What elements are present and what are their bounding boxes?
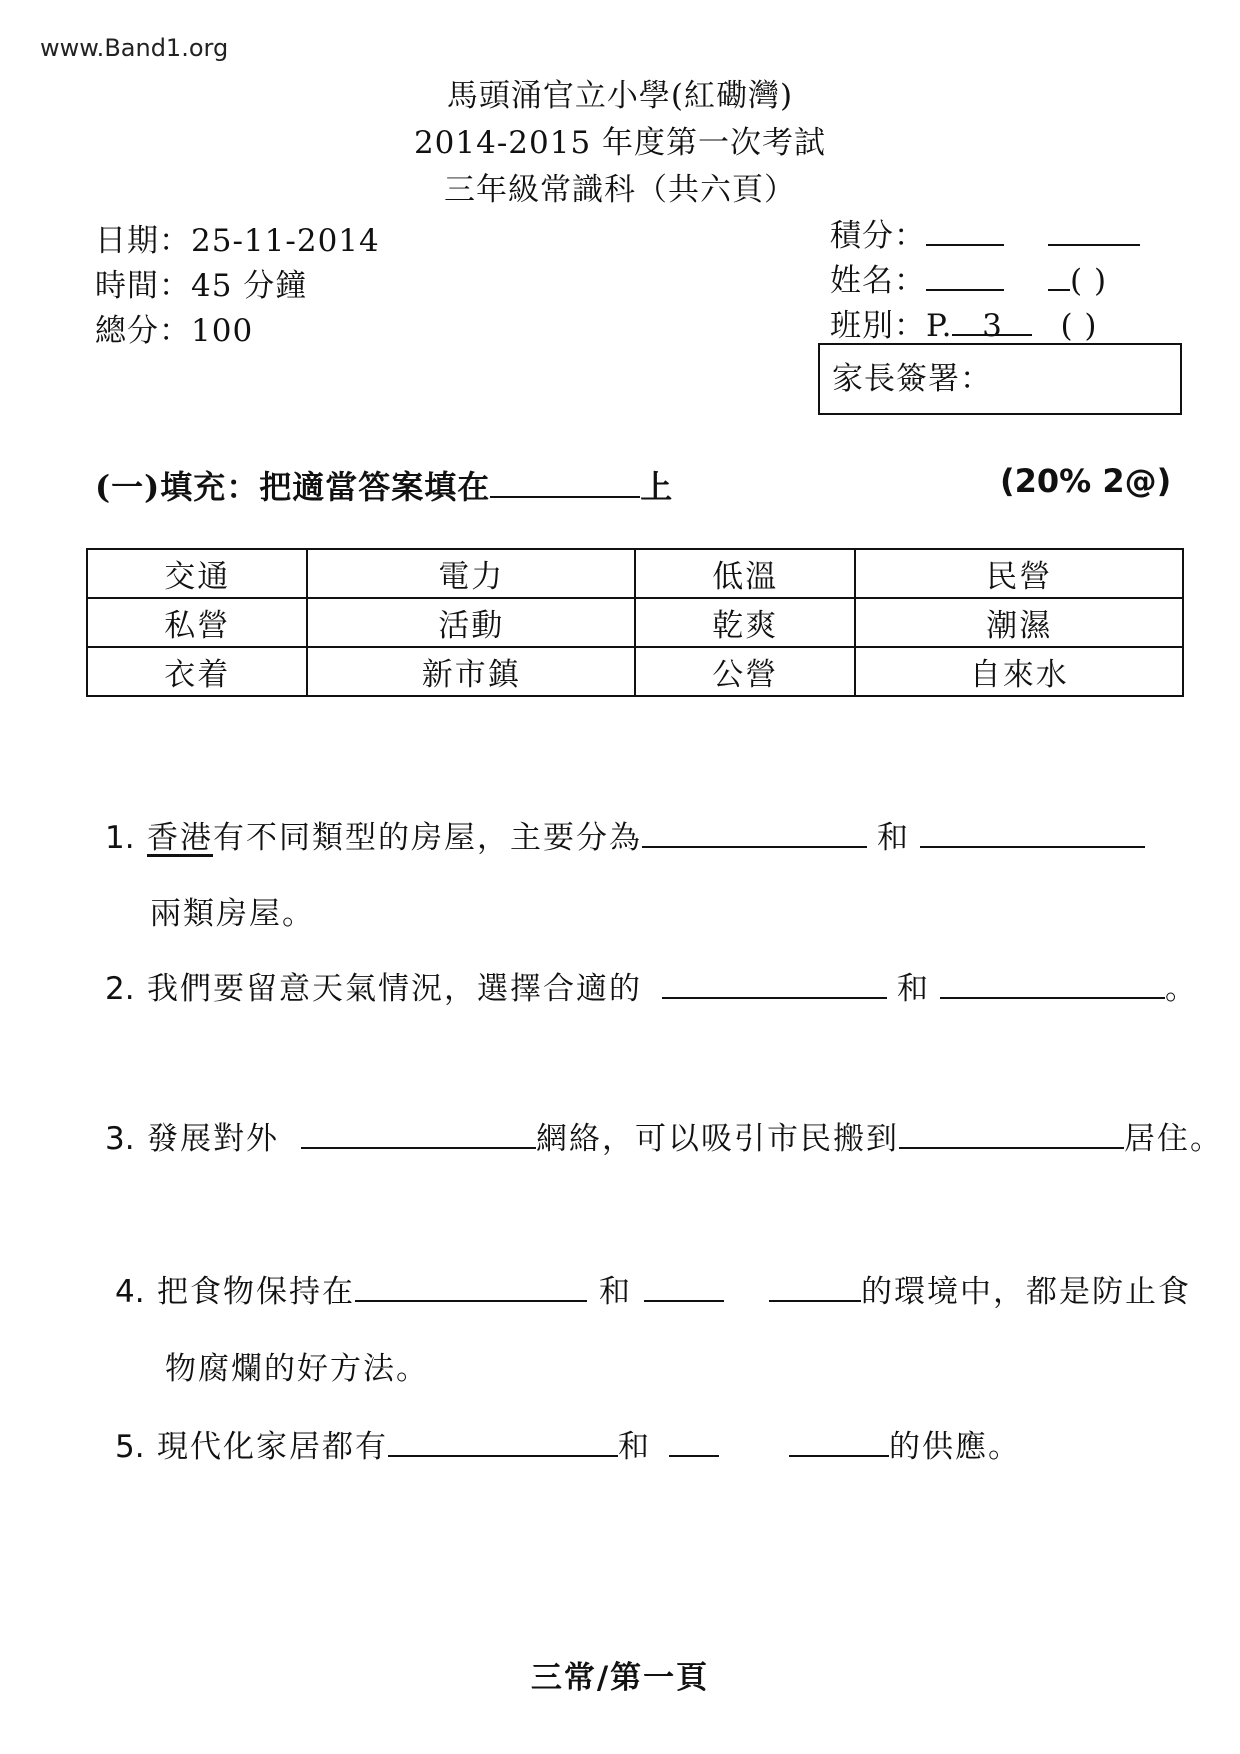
score-field	[830, 210, 1140, 255]
word-bank-cell: 潮濕	[855, 598, 1183, 647]
word-bank-cell: 活動	[307, 598, 635, 647]
class-label: 班別：P.	[830, 308, 953, 344]
parent-signature-box[interactable]	[818, 343, 1182, 415]
name-label: 姓名：	[830, 263, 926, 299]
answer-blank[interactable]	[644, 1274, 724, 1302]
word-bank-cell: 新市鎮	[307, 647, 635, 696]
answer-blank[interactable]	[669, 1429, 719, 1457]
subject-title: 三年級常識科（共六頁）	[444, 172, 796, 208]
question-number: 4.	[115, 1274, 145, 1310]
proper-noun: 香港	[147, 820, 213, 856]
exam-date: 日期：25-11-2014	[95, 223, 380, 259]
score-blank[interactable]	[926, 218, 1004, 246]
word-bank-cell: 交通	[87, 549, 307, 598]
section-example-blank	[490, 470, 640, 498]
class-value[interactable]: 3	[952, 308, 1032, 336]
exam-title: 2014-2015 年度第一次考試	[413, 125, 827, 161]
class-number-paren-2: ( )	[1060, 308, 1098, 344]
question-2: 2. 我們要留意天氣情況，選擇合適的 和 。	[105, 971, 1198, 1007]
answer-blank[interactable]	[355, 1274, 587, 1302]
exam-time: 時間：45 分鐘	[95, 268, 308, 304]
word-bank-cell: 公營	[635, 647, 855, 696]
watermark: www.Band1.org	[40, 34, 229, 62]
question-4-continued: 物腐爛的好方法。	[165, 1351, 429, 1387]
class-number-paren: ( )	[1070, 263, 1108, 299]
class-field	[830, 300, 1097, 345]
score-label: 積分：	[830, 218, 926, 254]
section-heading	[95, 462, 673, 508]
answer-blank[interactable]	[899, 1121, 1124, 1149]
total-marks: 總分：100	[95, 313, 254, 349]
word-bank-row	[87, 647, 1183, 696]
answer-blank[interactable]	[388, 1429, 618, 1457]
word-bank-cell: 衣着	[87, 647, 307, 696]
word-bank-cell: 乾爽	[635, 598, 855, 647]
word-bank-table	[86, 548, 1184, 697]
question-number: 2.	[105, 971, 135, 1007]
question-3: 3. 發展對外 網絡，可以吸引市民搬到 居住。	[105, 1121, 1223, 1157]
answer-blank[interactable]	[789, 1429, 889, 1457]
answer-blank[interactable]	[769, 1274, 861, 1302]
school-name: 馬頭涌官立小學(紅磡灣)	[446, 78, 794, 114]
question-number: 3.	[105, 1121, 135, 1157]
word-bank-cell: 民營	[855, 549, 1183, 598]
answer-blank[interactable]	[940, 971, 1165, 999]
section-marks: (20% 2@)	[1000, 462, 1172, 500]
word-bank-row	[87, 549, 1183, 598]
question-4: 4. 把食物保持在 和 的環境中，都是防止食	[115, 1274, 1191, 1310]
page-footer: 三常/第一頁	[530, 1660, 710, 1696]
answer-blank[interactable]	[301, 1121, 536, 1149]
answer-blank[interactable]	[662, 971, 887, 999]
section-title-end: 上	[640, 468, 674, 506]
question-5: 5. 現代化家居都有 和 的供應。	[115, 1429, 1021, 1465]
word-bank-cell: 低溫	[635, 549, 855, 598]
parent-signature-label: 家長簽署：	[832, 361, 992, 397]
question-1: 1. 香港有不同類型的房屋，主要分為 和	[105, 812, 1145, 857]
answer-blank[interactable]	[920, 820, 1145, 848]
question-1-continued: 兩類房屋。	[150, 896, 315, 932]
section-title: (一)填充：把適當答案填在	[95, 468, 491, 506]
question-number: 5.	[115, 1429, 145, 1465]
name-field	[830, 255, 1107, 300]
word-bank-cell: 私營	[87, 598, 307, 647]
word-bank-row	[87, 598, 1183, 647]
name-blank[interactable]	[926, 263, 1004, 291]
score-blank-2[interactable]	[1048, 218, 1140, 246]
name-blank-2[interactable]	[1048, 263, 1070, 291]
word-bank-cell: 電力	[307, 549, 635, 598]
word-bank-cell: 自來水	[855, 647, 1183, 696]
answer-blank[interactable]	[642, 820, 867, 848]
question-number: 1.	[105, 820, 135, 856]
